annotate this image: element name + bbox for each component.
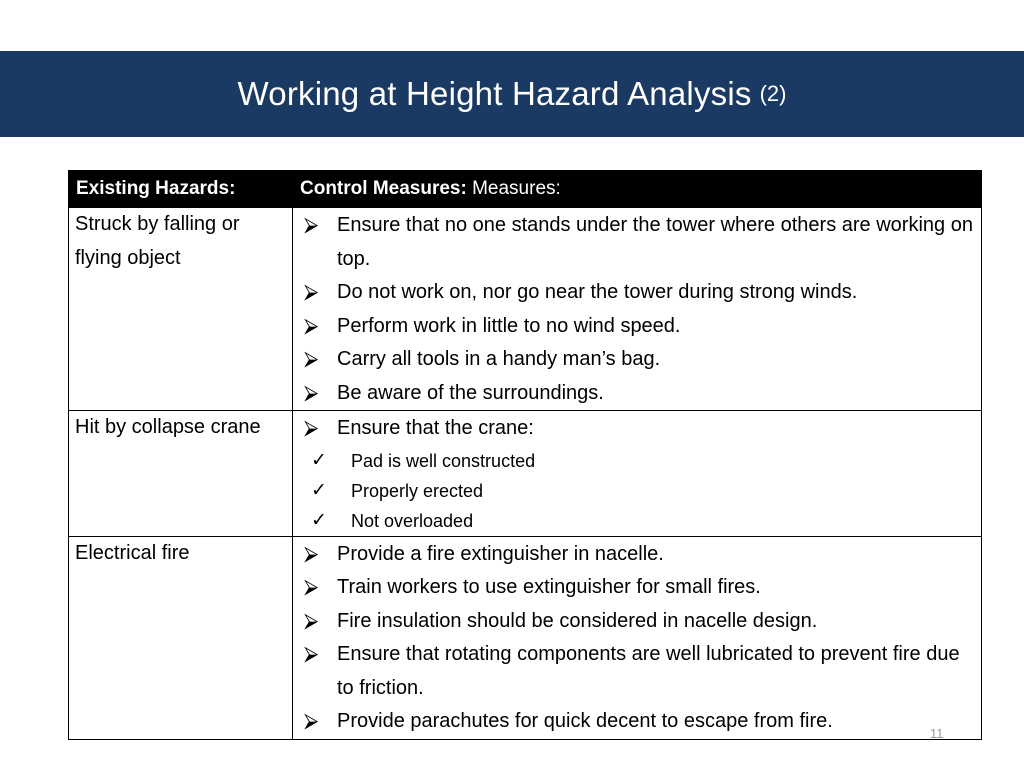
arrow-bullet-icon: ⮚ bbox=[304, 576, 319, 598]
list-item bbox=[299, 705, 975, 739]
slide-title: Working at Height Hazard Analysis bbox=[237, 75, 752, 112]
hazard-table bbox=[68, 170, 982, 740]
checks-list bbox=[299, 446, 975, 536]
measure-text: Provide a fire extinguisher in nacelle. bbox=[337, 542, 664, 565]
check-text: Not overloaded bbox=[351, 510, 474, 531]
measure-text: Ensure that no one stands under the tower where others are working on top. bbox=[337, 214, 973, 270]
measure-text: Fire insulation should be considered in nacelle design. bbox=[337, 609, 818, 632]
list-item bbox=[299, 276, 975, 310]
checkmark-icon: ✓ bbox=[311, 479, 327, 501]
measures-cell bbox=[293, 411, 982, 537]
measure-text: Provide parachutes for quick decent to escape from fire. bbox=[337, 710, 833, 732]
table-row bbox=[69, 208, 982, 411]
title-bar bbox=[0, 51, 1024, 137]
arrow-bullet-icon: ⮚ bbox=[304, 281, 319, 303]
measures-list bbox=[299, 208, 975, 410]
list-item bbox=[299, 412, 975, 446]
hazard-cell: Electrical fire bbox=[69, 536, 293, 739]
list-item bbox=[299, 209, 975, 276]
table-row bbox=[69, 411, 982, 537]
measures-list bbox=[299, 537, 975, 739]
list-item bbox=[299, 605, 975, 639]
header-existing-hazards bbox=[69, 171, 293, 208]
measure-text: Perform work in little to no wind speed. bbox=[337, 314, 681, 337]
check-text: Properly erected bbox=[351, 480, 484, 501]
table-header-row bbox=[69, 171, 982, 208]
arrow-bullet-icon: ⮚ bbox=[304, 314, 319, 337]
hazard-cell: Hit by collapse crane bbox=[69, 411, 293, 537]
arrow-bullet-icon: ⮚ bbox=[304, 542, 319, 565]
list-item bbox=[299, 538, 975, 572]
list-item bbox=[299, 476, 975, 506]
check-text: Pad is well constructed bbox=[351, 450, 536, 471]
header-hazards-label: Existing Hazards: bbox=[76, 178, 236, 200]
measure-text: Train workers to use extinguisher for small fires. bbox=[337, 576, 761, 598]
arrow-bullet-icon: ⮚ bbox=[304, 417, 319, 439]
measures-list bbox=[299, 411, 975, 446]
measure-text: Be aware of the surroundings. bbox=[337, 381, 604, 404]
arrow-bullet-icon: ⮚ bbox=[304, 348, 319, 370]
slide-title-suffix: (2) bbox=[759, 81, 787, 106]
list-item bbox=[299, 343, 975, 377]
list-item bbox=[299, 506, 975, 536]
measure-text: Do not work on, nor go near the tower during strong winds. bbox=[337, 281, 858, 303]
page-number: 11 bbox=[930, 726, 944, 741]
measure-text: Carry all tools in a handy man’s bag. bbox=[337, 348, 661, 370]
header-control-measures bbox=[293, 171, 982, 208]
arrow-bullet-icon: ⮚ bbox=[304, 214, 319, 236]
checkmark-icon: ✓ bbox=[311, 449, 327, 471]
measures-cell bbox=[293, 536, 982, 739]
arrow-bullet-icon: ⮚ bbox=[304, 643, 319, 665]
hazard-cell: Struck by falling or flying object bbox=[69, 208, 293, 411]
list-item bbox=[299, 377, 975, 411]
arrow-bullet-icon: ⮚ bbox=[304, 381, 319, 404]
header-controls-label: Control Measures: bbox=[300, 178, 467, 200]
table-row bbox=[69, 536, 982, 739]
arrow-bullet-icon: ⮚ bbox=[304, 609, 319, 632]
arrow-bullet-icon: ⮚ bbox=[304, 710, 319, 732]
list-item bbox=[299, 446, 975, 476]
measure-text: Ensure that the crane: bbox=[337, 417, 534, 439]
checkmark-icon: ✓ bbox=[311, 509, 327, 531]
measure-text: Ensure that rotating components are well lubricated to prevent fire due to friction. bbox=[337, 643, 960, 699]
list-item bbox=[299, 310, 975, 344]
header-controls-extra: Measures: bbox=[472, 178, 561, 200]
list-item bbox=[299, 638, 975, 705]
measures-cell bbox=[293, 208, 982, 411]
list-item bbox=[299, 571, 975, 605]
